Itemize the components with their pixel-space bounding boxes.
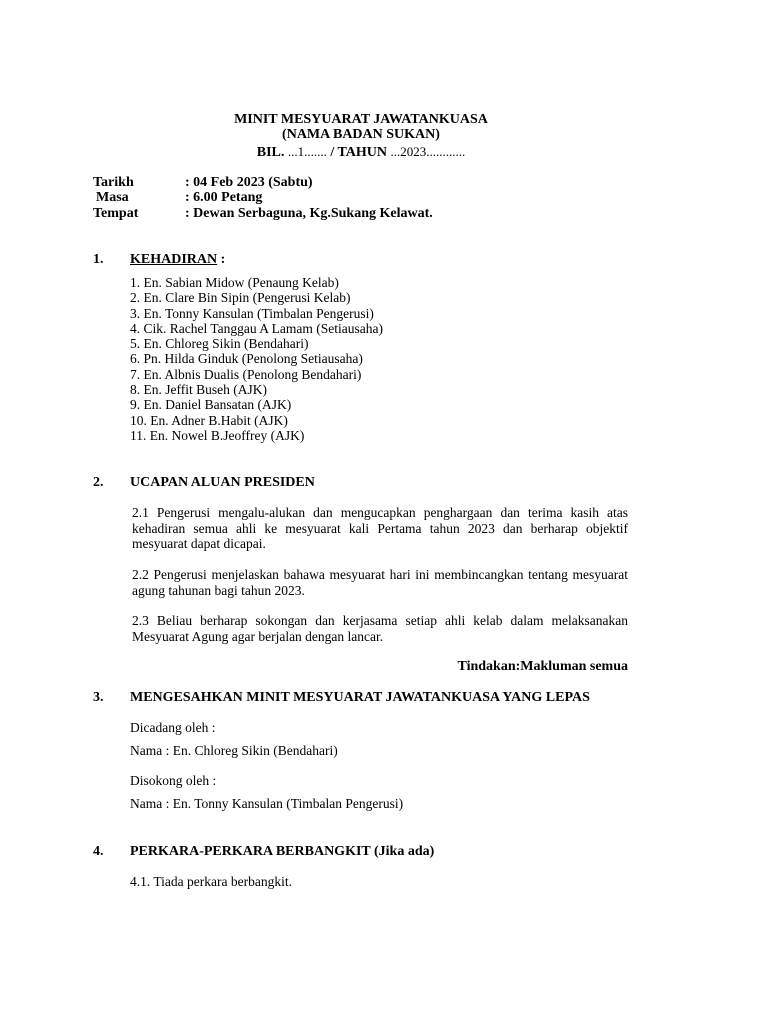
tempat-label: Tempat [93,206,139,221]
disokong-label: Disokong oleh : [130,773,217,788]
paragraph-2-2: 2.2 Pengerusi menjelaskan bahawa mesyuarat hari ini membincangkan tentang mesyuarat agung tahunan bagi tahun 2023. [132,567,628,598]
bil-tahun-line [0,144,722,161]
tempat-row [93,206,433,222]
attendee-list [130,275,383,443]
section-title: MENGESAHKAN MINIT MESYUARAT JAWATANKUASA YANG LEPAS [130,690,590,705]
masa-row [96,190,262,206]
bil-value: ...1....... [287,144,327,159]
document-title: MINIT MESYUARAT JAWATANKUASA [234,112,488,127]
list-item: 11. En. Nowel B.Jeoffrey (AJK) [130,427,305,443]
section-2-heading [93,475,315,491]
tahun-value: ...2023............ [390,144,466,159]
paragraph-2-1: 2.1 Pengerusi mengalu-alukan dan mengucapkan penghargaan dan terima kasih atas kehadiran semua ahli ke mesyuarat kali Pertama tahun 2023 dan berharap objektif mesyuarat dapat dicapai. [132,505,628,551]
masa-label: Masa [96,190,129,205]
masa-value: : 6.00 Petang [185,190,263,205]
paragraph-4-1: 4.1. Tiada perkara berbangkit. [130,874,292,889]
paragraph-2-3: 2.3 Beliau berharap sokongan dan kerjasama setiap ahli kelab dalam melaksanakan Mesyuarat Agung agar berjalan dengan lancar. [132,613,628,644]
section-4-heading [93,844,434,860]
section-number: 4. [93,844,104,859]
tindakan-note: Tindakan:Makluman semua [457,659,628,674]
section-1-heading [93,252,225,268]
list-item: 9. En. Daniel Bansatan (AJK) [130,397,292,413]
dicadang-label: Dicadang oleh : [130,720,216,735]
bil-label: BIL. [256,145,285,160]
section-title: PERKARA-PERKARA BERBANGKIT (Jika ada) [130,844,435,859]
section-3-heading [93,690,590,706]
disokong-name: Nama : En. Tonny Kansulan (Timbalan Pengerusi) [130,796,404,811]
section-title-colon: : [217,252,226,267]
list-item: 1. En. Sabian Midow (Penaung Kelab) [130,275,339,290]
list-item: 6. Pn. Hilda Ginduk (Penolong Setiausaha) [130,351,363,367]
tarikh-label: Tarikh [93,175,134,190]
list-item: 3. En. Tonny Kansulan (Timbalan Pengerusi) [130,305,374,321]
section-title: KEHADIRAN [130,252,218,267]
section-number: 1. [93,252,104,267]
list-item: 7. En. Albnis Dualis (Penolong Bendahari) [130,366,362,382]
tahun-label: / TAHUN [330,145,388,160]
tempat-value: : Dewan Serbaguna, Kg.Sukang Kelawat. [185,206,433,221]
section-number: 2. [93,475,104,490]
tarikh-row [93,175,313,191]
list-item: 8. En. Jeffit Buseh (AJK) [130,382,267,398]
organization-name: (NAMA BADAN SUKAN) [282,127,440,142]
list-item: 5. En. Chloreg Sikin (Bendahari) [130,336,309,352]
list-item: 10. En. Adner B.Habit (AJK) [130,412,288,428]
dicadang-name: Nama : En. Chloreg Sikin (Bendahari) [130,743,338,758]
section-number: 3. [93,690,104,705]
section-title: UCAPAN ALUAN PRESIDEN [130,475,315,490]
list-item: 2. En. Clare Bin Sipin (Pengerusi Kelab) [130,290,351,306]
list-item: 4. Cik. Rachel Tanggau A Lamam (Setiausaha) [130,320,383,336]
tarikh-value: : 04 Feb 2023 (Sabtu) [185,175,313,190]
